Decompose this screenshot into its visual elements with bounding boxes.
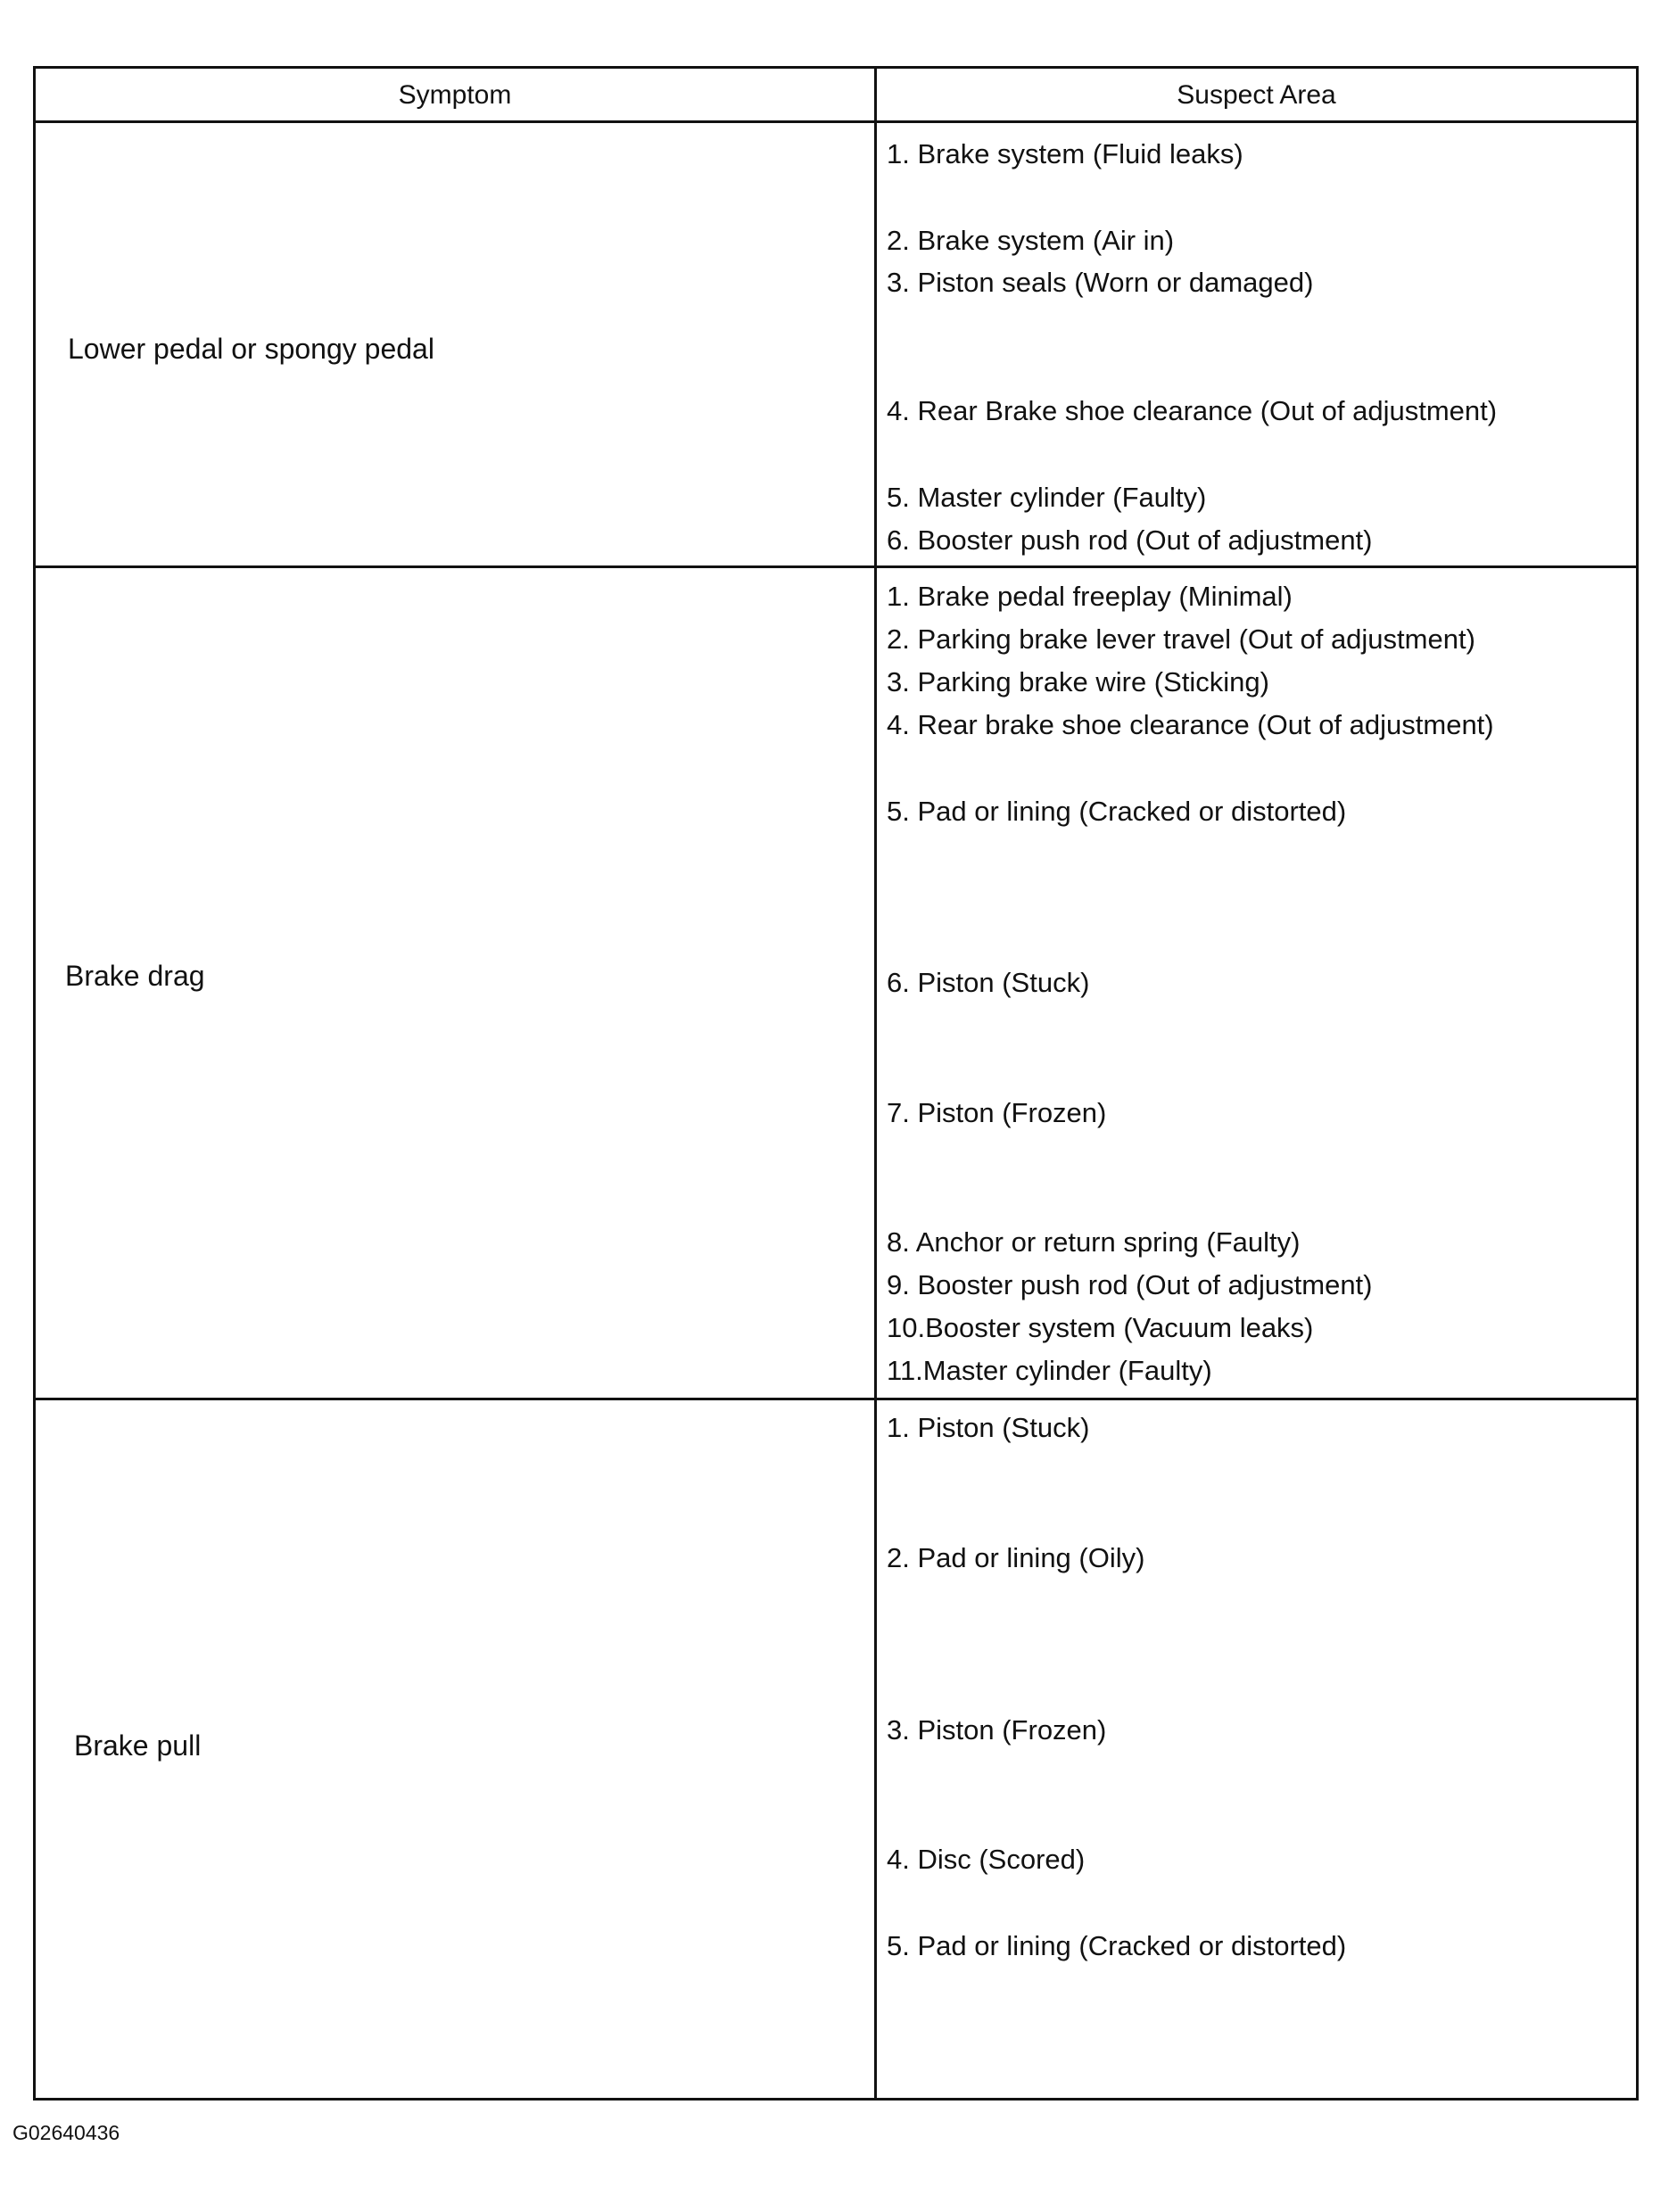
suspect-area-item: 2. Parking brake lever travel (Out of adjustment) [887,623,1475,655]
suspect-area-item: 8. Anchor or return spring (Faulty) [887,1226,1301,1258]
suspect-area-item: 9. Booster push rod (Out of adjustment) [887,1269,1373,1300]
row-divider [36,565,1636,568]
suspect-area-item: 1. Piston (Stuck) [887,1412,1090,1443]
figure-code: G02640436 [12,2121,120,2144]
suspect-area-item: 3. Parking brake wire (Sticking) [887,666,1269,697]
suspect-area-item: 4. Rear Brake shoe clearance (Out of adjustment) [887,395,1498,426]
symptom-brake-pull: Brake pull [74,1729,202,1762]
suspect-area-item: 2. Pad or lining (Oily) [887,1542,1145,1573]
suspect-area-item: 1. Brake pedal freeplay (Minimal) [887,581,1293,612]
suspect-area-item: 11.Master cylinder (Faulty) [887,1355,1212,1386]
suspect-area-item: 6. Booster push rod (Out of adjustment) [887,524,1373,556]
symptom-lower-pedal: Lower pedal or spongy pedal [68,333,434,365]
suspect-area-item: 5. Pad or lining (Cracked or distorted) [887,796,1347,827]
suspect-area-item: 7. Piston (Frozen) [887,1097,1107,1128]
suspect-area-item: 2. Brake system (Air in) [887,225,1175,256]
suspect-area-item: 3. Piston seals (Worn or damaged) [887,267,1314,298]
suspect-area-item: 4. Rear brake shoe clearance (Out of adjustment) [887,709,1494,740]
header-symptom: Symptom [398,80,512,110]
header-suspect-area: Suspect Area [1177,80,1336,110]
suspect-area-item: 10.Booster system (Vacuum leaks) [887,1312,1314,1343]
column-divider [874,69,877,2098]
suspect-area-item: 3. Piston (Frozen) [887,1714,1107,1746]
suspect-area-item: 6. Piston (Stuck) [887,967,1090,998]
row-divider [36,1398,1636,1400]
suspect-area-item: 5. Master cylinder (Faulty) [887,482,1207,513]
symptom-brake-drag: Brake drag [65,960,205,992]
symptom-table [33,66,1639,2101]
suspect-area-item: 1. Brake system (Fluid leaks) [887,138,1243,169]
suspect-area-item: 5. Pad or lining (Cracked or distorted) [887,1930,1347,1961]
suspect-area-item: 4. Disc (Scored) [887,1844,1086,1875]
